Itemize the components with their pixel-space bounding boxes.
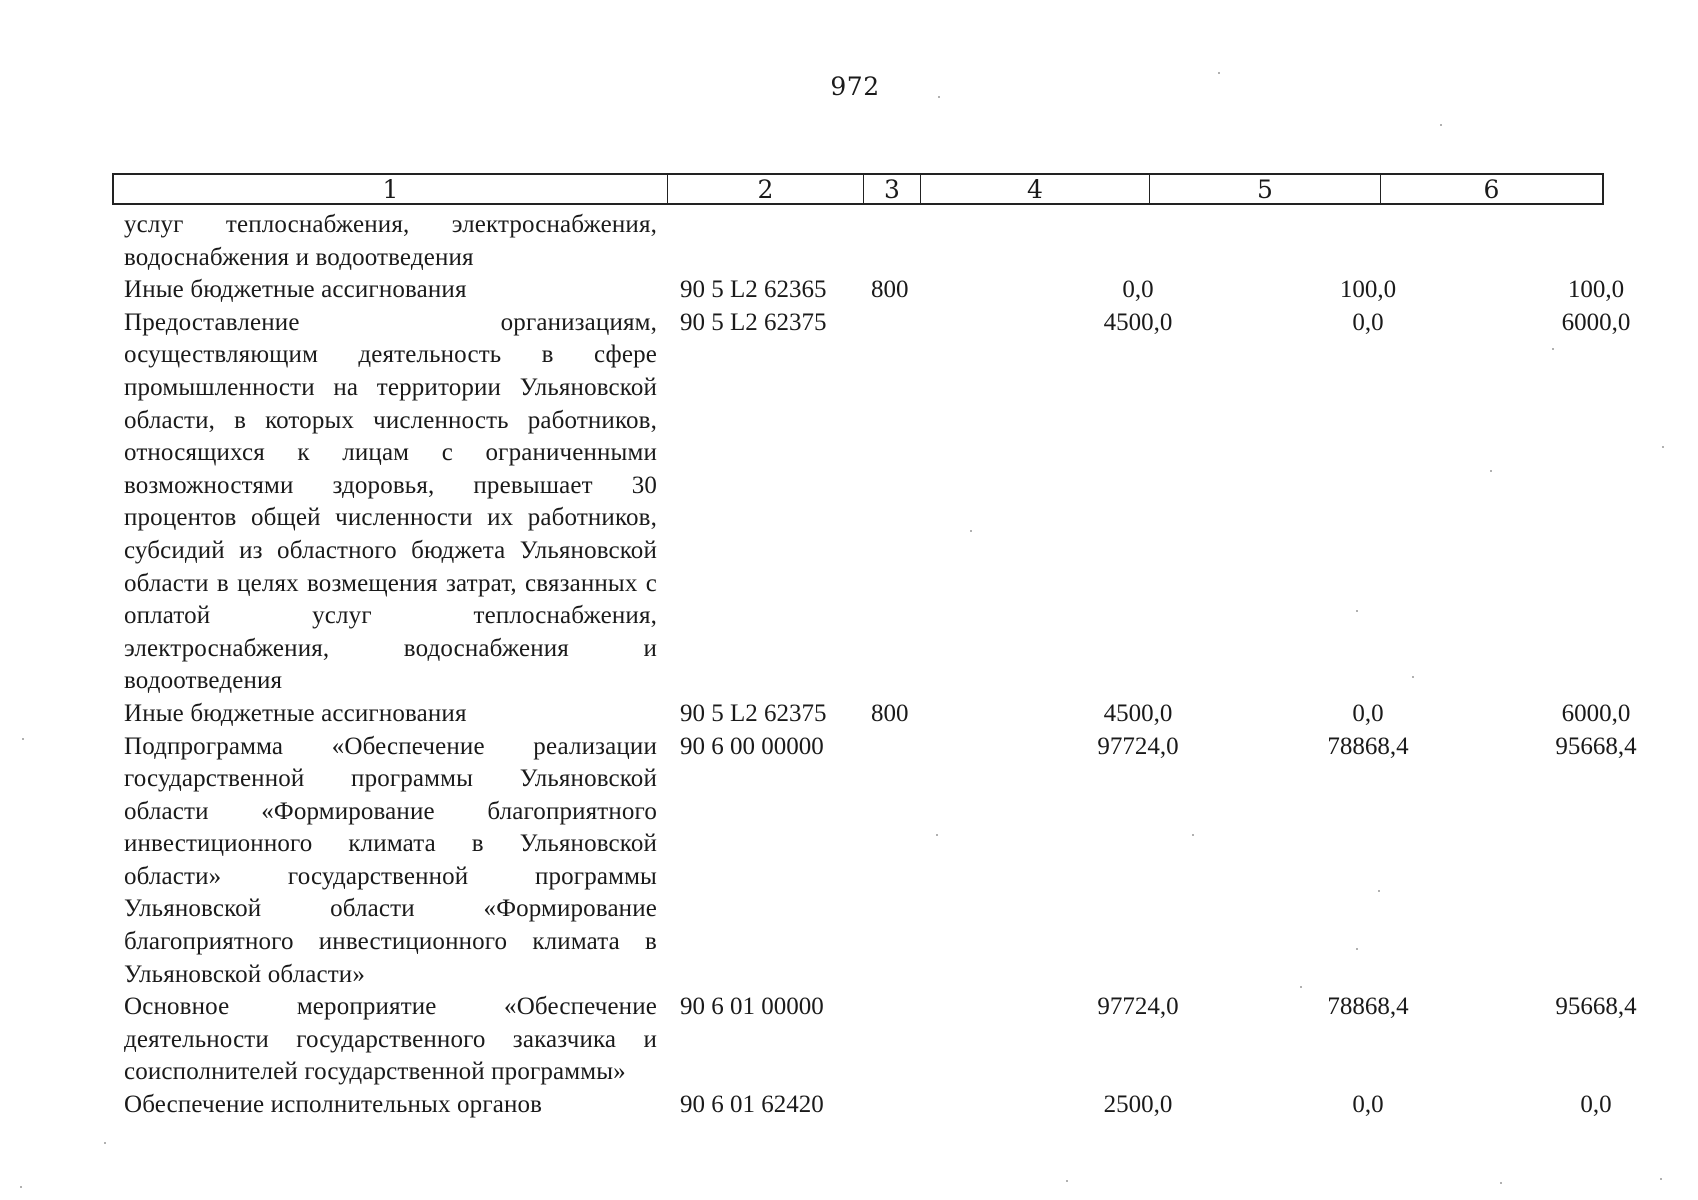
scan-speck [1192,834,1194,836]
header-col-3: 3 [864,175,921,203]
header-col-5: 5 [1150,175,1381,203]
scan-speck [936,834,938,836]
table-row [124,991,1637,1089]
row-code: 90 6 00 00000 [680,732,824,760]
row-value-4: 97724,0 [1097,732,1179,760]
scan-speck [104,1142,106,1144]
scan-speck [1300,986,1302,988]
scan-speck [1440,124,1442,126]
scan-speck [1552,348,1554,350]
table-row [124,698,1631,731]
row-description: Подпрограмма «Обеспечение реализации государственной программы Ульяновской области «Формирование благоприятного инвестиционного климата в Ульяновской области» государственной программы Ульяновской области «Формирование благоприятного инвестиционного климата в Ульяновской области» [124,732,657,988]
row-description: Иные бюджетные ассигнования [124,276,467,304]
row-value-4: 4500,0 [1103,699,1173,727]
scan-speck [1660,1178,1662,1180]
scan-speck [938,96,940,98]
row-value-5: 0,0 [1352,308,1384,336]
scan-speck [20,1186,22,1188]
row-code: 90 5 L2 62375 [680,308,827,336]
table-header [112,173,1604,205]
row-value-4: 2500,0 [1103,1091,1173,1119]
row-code: 90 6 01 62420 [680,1091,824,1119]
row-value-6: 100,0 [1567,276,1625,304]
table-row [124,209,1604,274]
table-row [124,1089,1612,1122]
scan-speck [1662,446,1664,448]
table-row [124,274,1625,307]
page-number: 972 [830,72,880,101]
header-col-6: 6 [1483,175,1500,204]
row-value-5: 100,0 [1339,276,1397,304]
row-description: услуг теплоснабжения, электроснабжения, водоснабжения и водоотведения [124,211,657,271]
row-description: Обеспечение исполнительных органов [124,1091,543,1119]
row-value-4: 0,0 [1122,276,1154,304]
row-value-4: 97724,0 [1097,993,1179,1021]
row-description: Основное мероприятие «Обеспечение деятельности государственного заказчика и соисполнителей государственной программы» [124,993,657,1086]
scan-speck [22,738,24,740]
table-row [124,307,1631,698]
row-value-6: 6000,0 [1561,699,1631,727]
row-value-6: 95668,4 [1555,993,1637,1021]
scan-speck [1356,948,1358,950]
table-body [124,209,1637,1122]
row-vr: 800 [871,699,909,727]
row-value-6: 95668,4 [1555,732,1637,760]
row-value-6: 6000,0 [1561,308,1631,336]
scan-speck [1356,610,1358,612]
row-value-5: 0,0 [1352,699,1384,727]
row-code: 90 5 L2 62365 [680,276,827,304]
header-col-2: 2 [668,175,864,203]
header-col-4: 4 [921,175,1150,203]
row-value-5: 78868,4 [1327,993,1409,1021]
scan-speck [1500,1182,1502,1184]
scan-speck [970,530,972,532]
scan-speck [1412,676,1414,678]
scan-speck [1378,890,1380,892]
table-row [124,731,1637,992]
scan-speck [1490,470,1492,472]
row-value-5: 0,0 [1352,1091,1384,1119]
header-col-1: 1 [114,175,668,203]
row-description: Иные бюджетные ассигнования [124,699,467,727]
row-value-4: 4500,0 [1103,308,1173,336]
scan-speck [1066,1180,1068,1182]
row-value-6: 0,0 [1580,1091,1612,1119]
row-description: Предоставление организациям, осуществляющим деятельность в сфере промышленности на территории Ульяновской области, в которых численность работников, относящихся к лицам с ограниченными возможностями здоровья, превышает 30 процентов общей численности их работников, субсидий из областного бюджета Ульяновской области в целях возмещения затрат, связанных с оплатой услуг теплоснабжения, электроснабжения, водоснабжения и водоотведения [124,308,657,695]
scan-speck [1218,72,1220,74]
row-code: 90 5 L2 62375 [680,699,827,727]
row-code: 90 6 01 00000 [680,993,824,1021]
row-value-5: 78868,4 [1327,732,1409,760]
row-vr: 800 [871,276,909,304]
